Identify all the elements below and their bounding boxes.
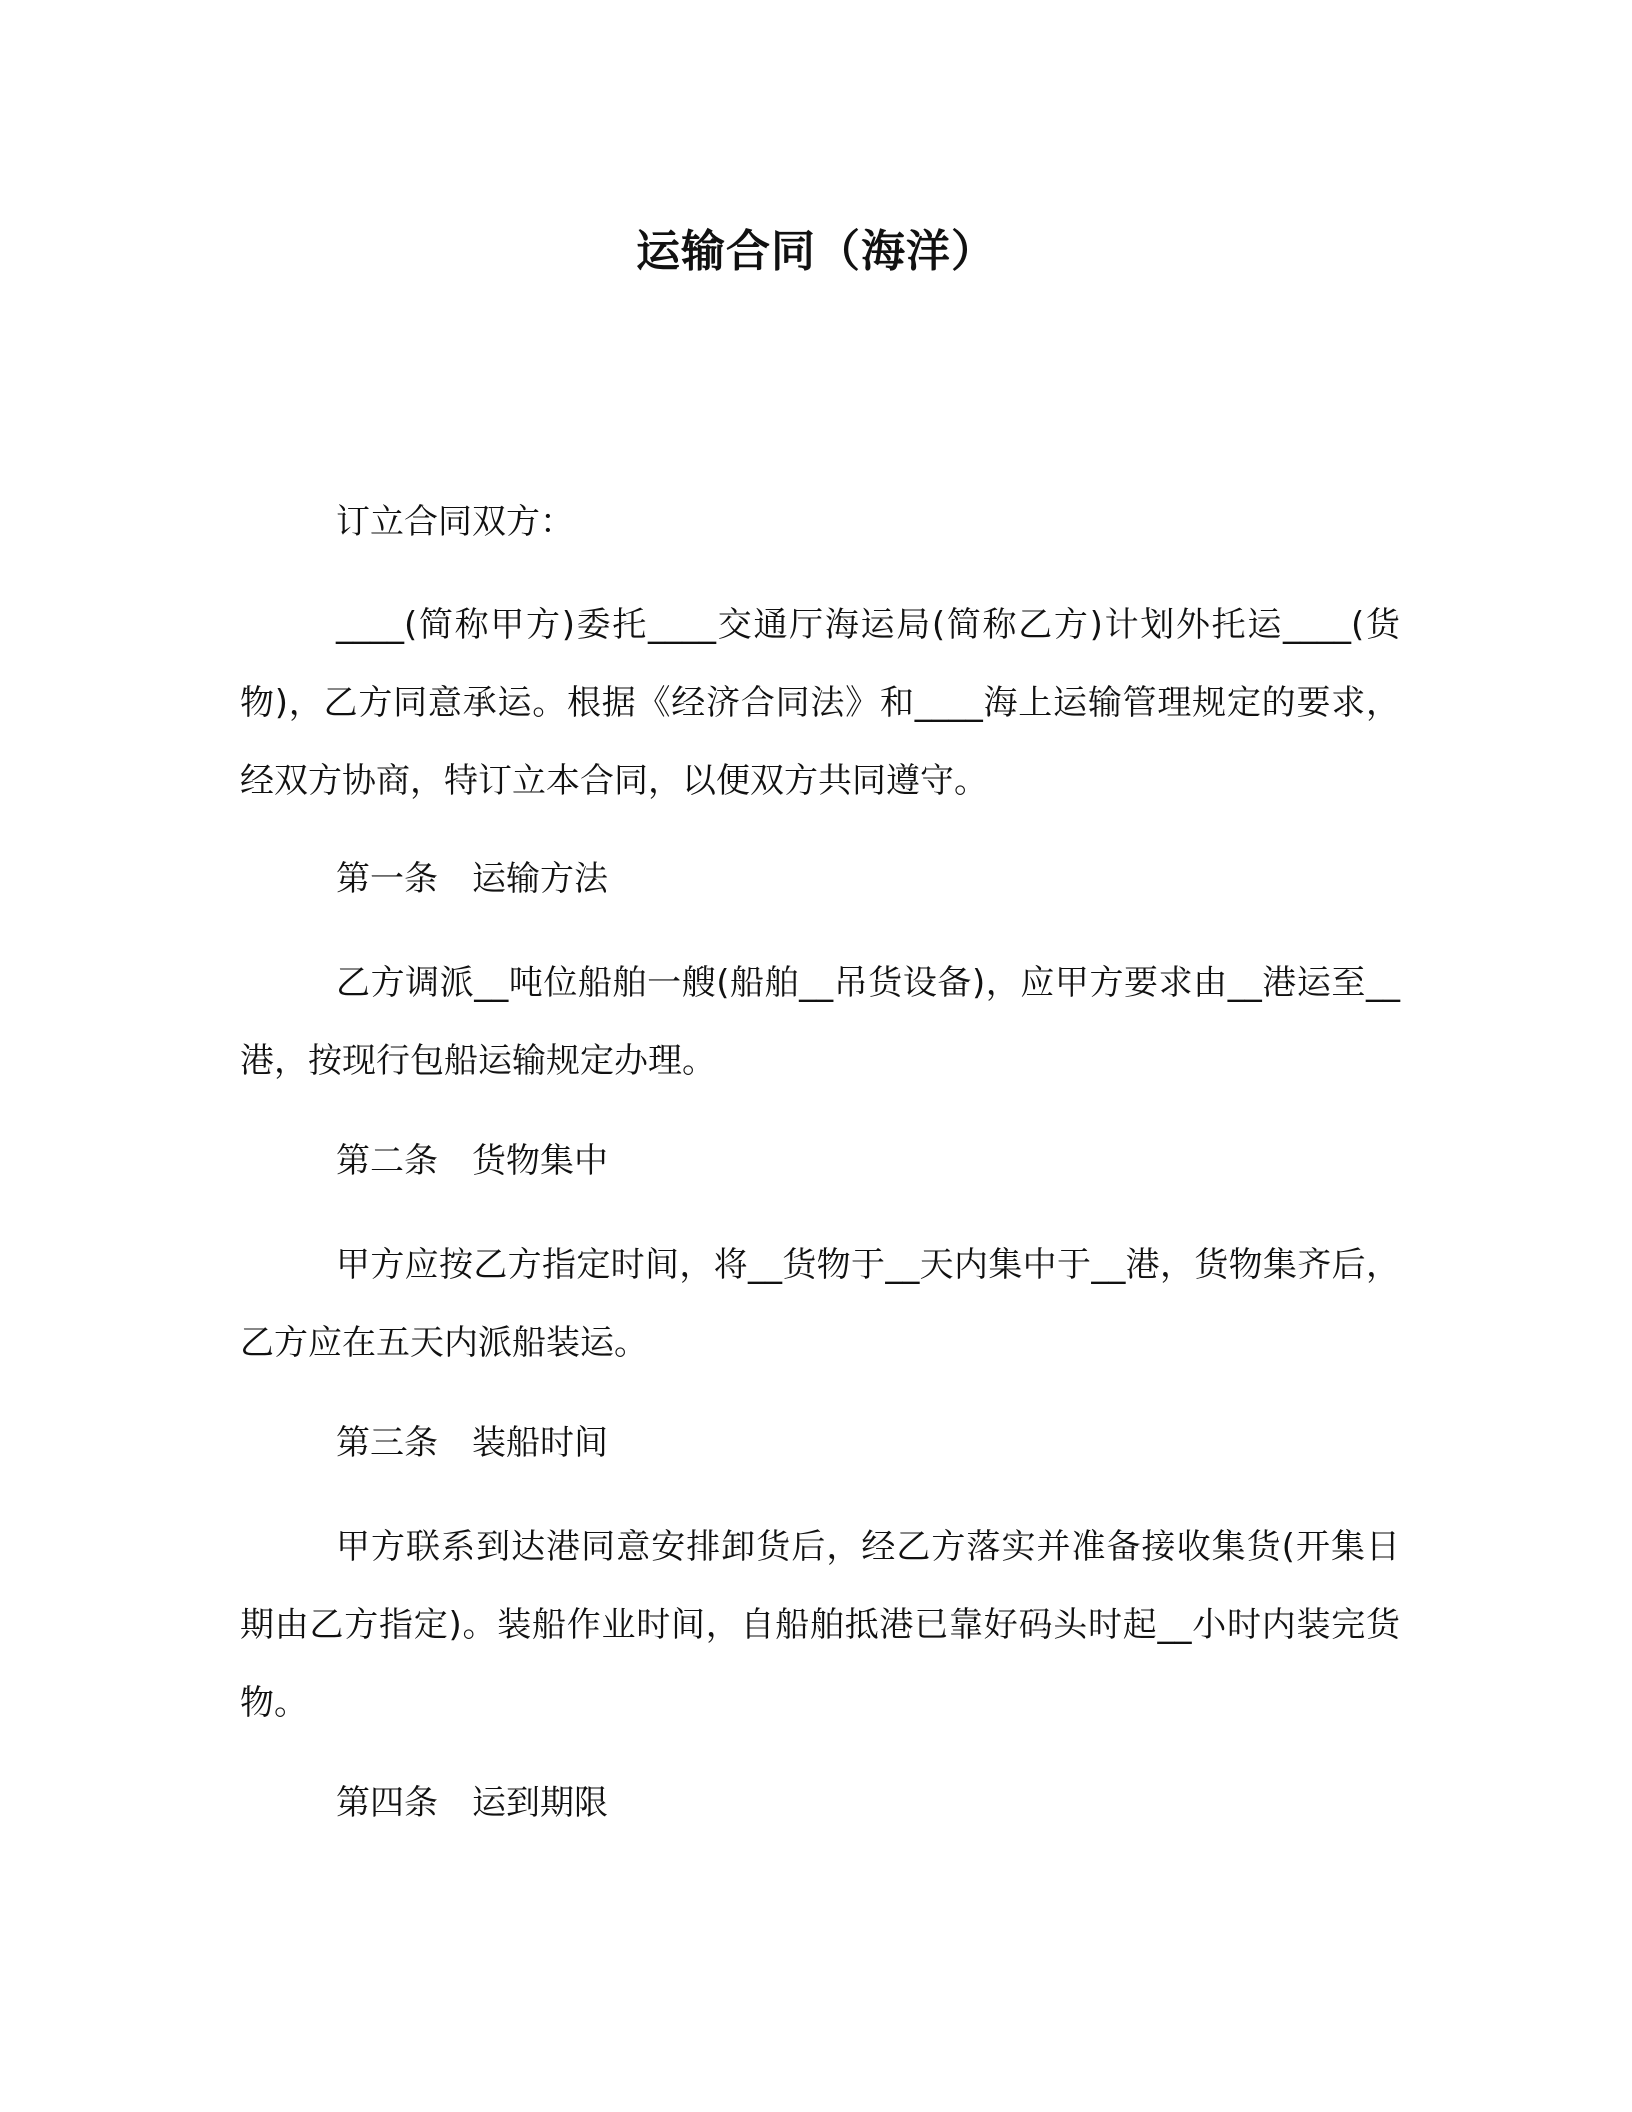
article-2-heading: 第二条 货物集中 xyxy=(336,1141,608,1181)
article-1-body: 乙方调派__吨位船舶一艘(船舶__吊货设备)，应甲方要求由__港运至__港，按现行包船运输规定办理。 xyxy=(240,963,1400,1081)
article-4-heading: 第四条 运到期限 xyxy=(336,1783,608,1823)
article-3-heading: 第三条 装船时间 xyxy=(336,1423,608,1463)
article-3-body: 甲方联系到达港同意安排卸货后，经乙方落实并准备接收集货(开集日期由乙方指定)。装船作业时间，自船舶抵港已靠好码头时起__小时内装完货物。 xyxy=(240,1527,1400,1723)
article-1-heading: 第一条 运输方法 xyxy=(336,859,608,899)
intro-paragraph: ____(简称甲方)委托____交通厅海运局(简称乙方)计划外托运____(货物)，乙方同意承运。根据《经济合同法》和____海上运输管理规定的要求，经双方协商，特订立本合同，以便双方共同遵守。 xyxy=(240,605,1400,801)
parties-label: 订立合同双方： xyxy=(336,502,574,542)
article-2-body: 甲方应按乙方指定时间，将__货物于__天内集中于__港，货物集齐后，乙方应在五天内派船装运。 xyxy=(240,1245,1400,1363)
document-title: 运输合同（海洋） xyxy=(636,226,996,277)
